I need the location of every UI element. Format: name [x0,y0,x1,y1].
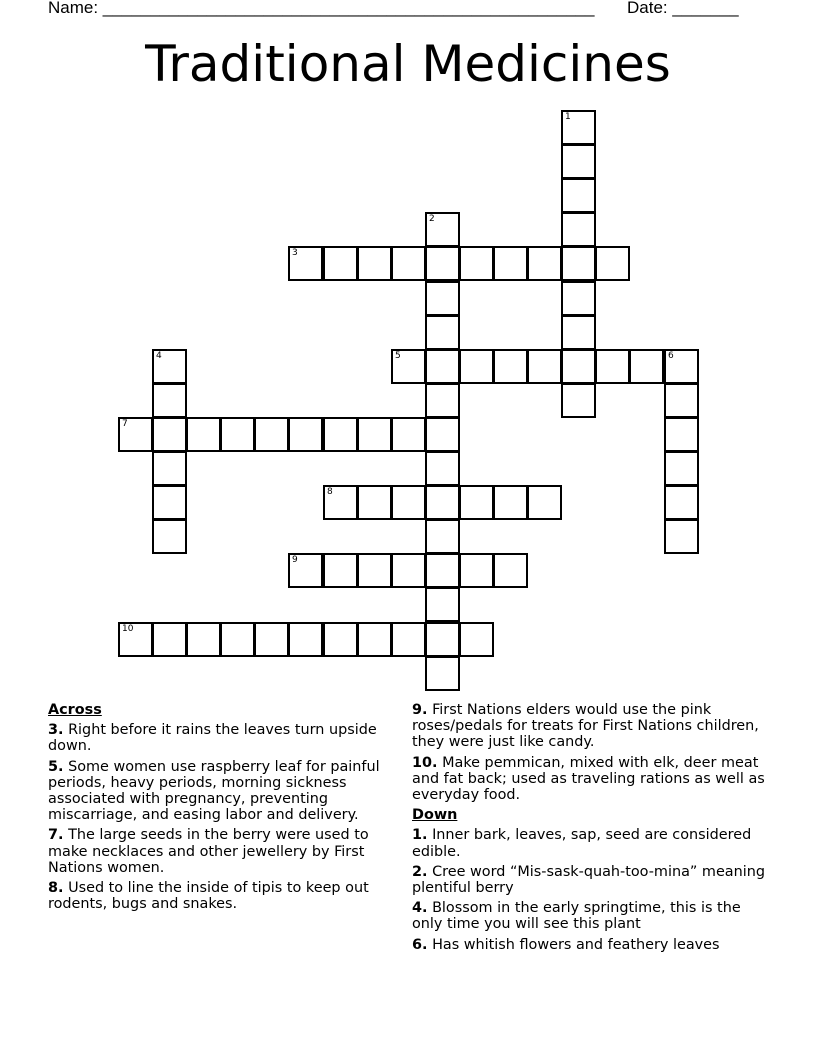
clue-number: 9. [412,702,428,718]
grid-cell[interactable] [152,485,187,520]
clue-number-label: 4 [156,351,162,361]
across-clue-8 [48,880,404,912]
grid-cell[interactable] [391,349,426,384]
clue-number-label: 1 [565,112,571,122]
grid-cell[interactable] [527,349,562,384]
date-line[interactable]: Date: _______ [627,0,739,17]
clue-number-label: 6 [668,351,674,361]
grid-cell[interactable] [152,519,187,554]
clue-number: 3. [48,722,64,739]
grid-cell[interactable] [152,622,187,657]
grid-cell[interactable] [425,622,460,657]
grid-cell[interactable] [561,178,596,213]
clues-column-right [412,702,772,957]
grid-cell[interactable] [425,451,460,486]
grid-cell[interactable] [561,246,596,281]
grid-cell[interactable] [527,485,562,520]
grid-cell[interactable] [629,349,664,384]
down-heading: Down [412,807,458,824]
clue-number-label: 7 [122,419,128,429]
grid-cell[interactable] [425,553,460,588]
grid-cell[interactable] [425,519,460,554]
grid-cell[interactable] [664,451,699,486]
grid-cell[interactable] [459,553,494,588]
down-clue-6 [412,937,772,953]
grid-cell[interactable] [357,246,392,281]
grid-cell[interactable] [220,622,255,657]
clue-text: First Nations elders would use the pink roses/pedals for treats for First Nations children, they were just like candy. [412,702,759,751]
puzzle-title: Traditional Medicines [145,35,671,93]
grid-cell[interactable] [459,485,494,520]
grid-cell[interactable] [664,349,699,384]
grid-cell[interactable] [561,349,596,384]
grid-cell[interactable] [288,246,323,281]
clue-text: Some women use raspberry leaf for painful periods, heavy periods, morning sickness associated with pregnancy, preventing miscarriage, and easing labor and delivery. [48,758,380,824]
grid-cell[interactable] [391,417,426,452]
clue-text: The large seeds in the berry were used to make necklaces and other jewellery by First Nations women. [48,827,369,876]
grid-cell[interactable] [288,553,323,588]
clue-number-label: 3 [292,248,298,258]
grid-cell[interactable] [664,485,699,520]
name-date-header [48,0,748,20]
grid-cell[interactable] [425,485,460,520]
grid-cell[interactable] [459,349,494,384]
grid-cell[interactable] [561,144,596,179]
clue-number-label: 2 [429,214,435,224]
grid-cell[interactable] [561,383,596,418]
grid-cell[interactable] [664,383,699,418]
grid-cell[interactable] [425,383,460,418]
grid-cell[interactable] [595,246,630,281]
name-line[interactable]: Name: ____________________________________________________ [48,0,595,17]
clue-number-label: 5 [395,351,401,361]
grid-cell[interactable] [459,622,494,657]
grid-cell[interactable] [425,212,460,247]
grid-cell[interactable] [152,417,187,452]
clue-text: Make pemmican, mixed with elk, deer meat and fat back; used as traveling rations as well as everyday food. [412,754,765,804]
grid-cell[interactable] [493,485,528,520]
grid-cell[interactable] [595,349,630,384]
grid-cell[interactable] [152,451,187,486]
clue-number-label: 9 [292,555,298,565]
grid-cell[interactable] [664,417,699,452]
across-heading: Across [48,702,102,718]
grid-cell[interactable] [357,622,392,657]
grid-cell[interactable] [561,110,596,145]
clue-number-label: 10 [122,624,134,634]
grid-cell[interactable] [391,553,426,588]
grid-cell[interactable] [357,553,392,588]
grid-cell[interactable] [425,315,460,350]
across-clue-7 [48,827,404,876]
grid-cell[interactable] [561,212,596,247]
clue-number: 10. [412,754,438,771]
clue-number: 6. [412,936,428,953]
grid-cell[interactable] [425,587,460,622]
grid-cell[interactable] [323,622,358,657]
grid-cell[interactable] [323,553,358,588]
grid-cell[interactable] [425,349,460,384]
grid-cell[interactable] [152,349,187,384]
clue-text: Inner bark, leaves, sap, seed are considered edible. [412,827,752,860]
grid-cell[interactable] [288,417,323,452]
down-clue-4 [412,900,772,932]
across-clue-3 [48,722,404,754]
grid-cell[interactable] [493,553,528,588]
clue-number: 2. [412,863,428,880]
grid-cell[interactable] [527,246,562,281]
grid-cell[interactable] [391,485,426,520]
grid-cell[interactable] [391,622,426,657]
grid-cell[interactable] [459,246,494,281]
grid-cell[interactable] [425,281,460,316]
grid-cell[interactable] [357,417,392,452]
clue-text: Cree word “Mis-sask-quah-too-mina” meaning plentiful berry [412,863,765,897]
clue-number: 8. [48,880,64,897]
grid-cell[interactable] [493,349,528,384]
clue-number: 7. [48,827,64,844]
grid-cell[interactable] [323,417,358,452]
grid-cell[interactable] [561,315,596,350]
grid-cell[interactable] [323,485,358,520]
clue-text: Right before it rains the leaves turn upside down. [48,722,377,755]
across-clue-9 [412,702,772,751]
clue-number: 4. [412,900,428,917]
clue-text: Used to line the inside of tipis to keep out rodents, bugs and snakes. [48,880,369,913]
grid-cell[interactable] [288,622,323,657]
grid-cell[interactable] [493,246,528,281]
grid-cell[interactable] [186,417,221,452]
grid-cell[interactable] [425,246,460,281]
grid-cell[interactable] [220,417,255,452]
clue-number-label: 8 [327,487,333,497]
clue-text: Has whitish flowers and feathery leaves [432,936,720,953]
clue-number: 5. [48,758,64,775]
grid-cell[interactable] [118,417,153,452]
clue-number: 1. [412,827,428,844]
grid-cell[interactable] [118,622,153,657]
down-clue-1 [412,827,772,859]
grid-cell[interactable] [425,656,460,691]
grid-cell[interactable] [152,383,187,418]
across-clue-5 [48,759,404,824]
grid-cell[interactable] [425,417,460,452]
grid-cell[interactable] [254,417,289,452]
clues-column-left [48,702,404,916]
grid-cell[interactable] [186,622,221,657]
clue-text: Blossom in the early springtime, this is the only time you will see this plant [412,900,741,933]
grid-cell[interactable] [254,622,289,657]
grid-cell[interactable] [323,246,358,281]
grid-cell[interactable] [391,246,426,281]
down-clue-2 [412,864,772,896]
grid-cell[interactable] [664,519,699,554]
across-clue-10 [412,755,772,804]
grid-cell[interactable] [357,485,392,520]
grid-cell[interactable] [561,281,596,316]
